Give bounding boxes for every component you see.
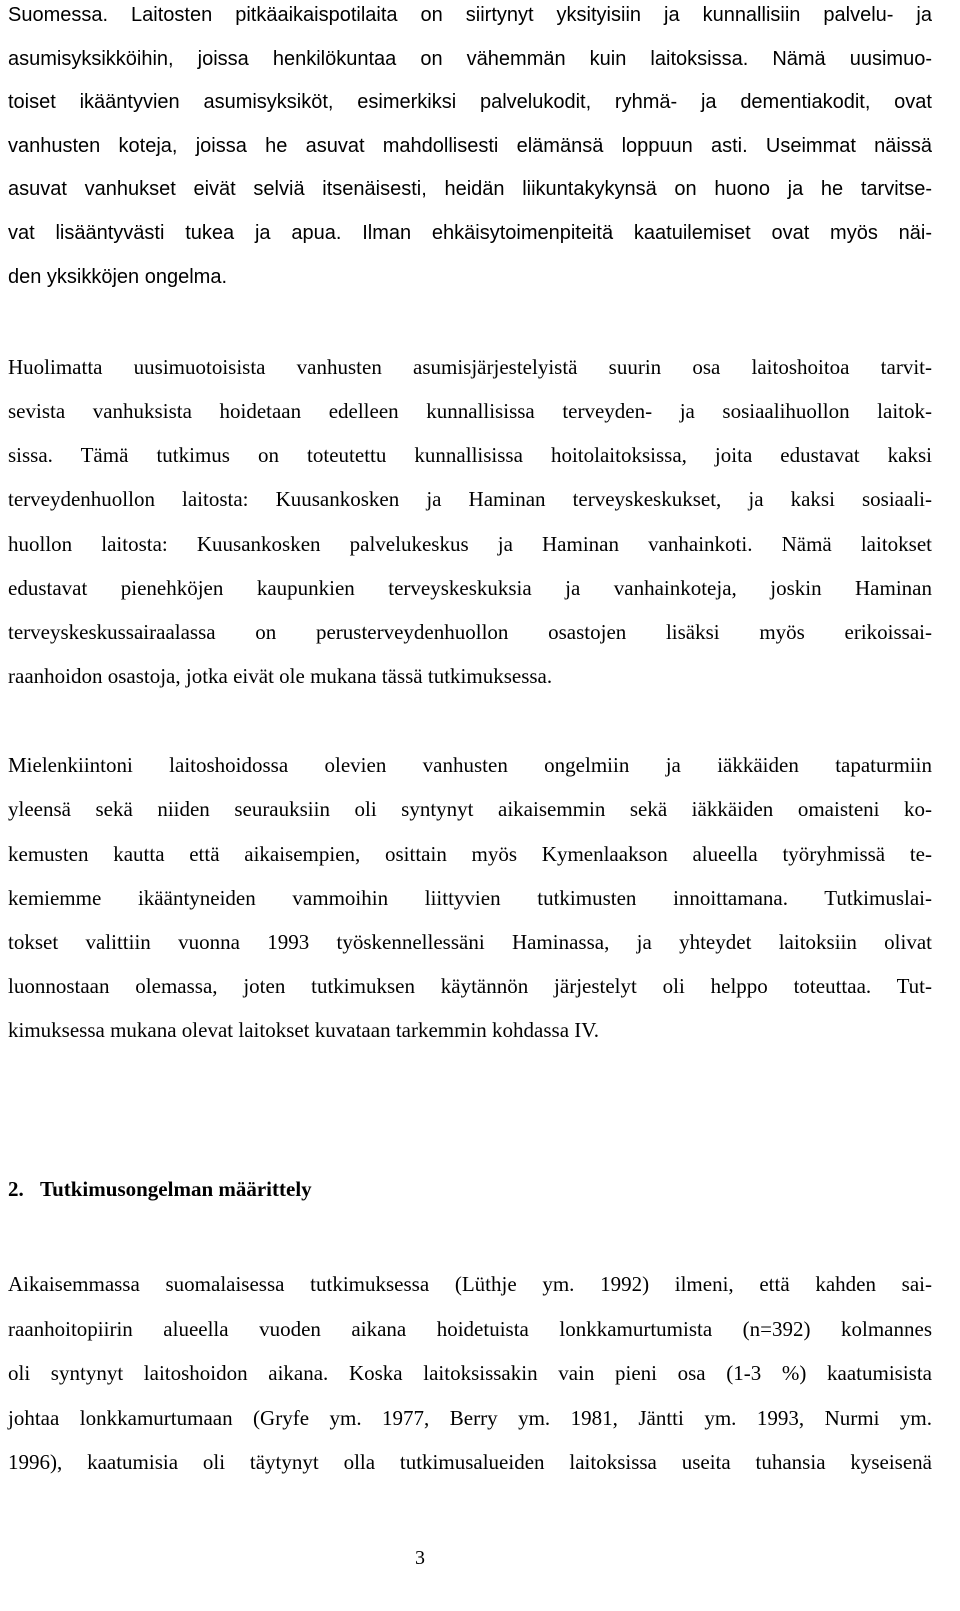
paragraph-line: sissa. Tämä tutkimus on toteutettu kunnallisissa hoitolaitoksissa, joita edustavat kaksi <box>8 443 932 467</box>
paragraph-line: kemusten kautta että aikaisempien, osittain myös Kymenlaakson alueella työryhmissä te- <box>8 842 932 866</box>
paragraph-line: 1996), kaatumisia oli täytynyt olla tutkimusalueiden laitoksissa useita tuhansia kyseisenä <box>8 1450 932 1474</box>
paragraph-line: tokset valittiin vuonna 1993 työskennellessäni Haminassa, ja yhteydet laitoksiin olivat <box>8 930 932 954</box>
paragraph-line: terveyskeskussairaalassa on perusterveydenhuollon osastojen lisäksi myös erikoissai- <box>8 620 932 644</box>
paragraph-line: toiset ikääntyvien asumisyksiköt, esimerkiksi palvelukodit, ryhmä- ja dementiakodit, ovat <box>8 91 932 113</box>
paragraph-line: asumisyksikköihin, joissa henkilökuntaa on vähemmän kuin laitoksissa. Nämä uusimuo- <box>8 48 932 70</box>
paragraph-line: vat lisääntyvästi tukea ja apua. Ilman ehkäisytoimenpiteitä kaatuilemiset ovat myös näi- <box>8 222 932 244</box>
paragraph-line: huollon laitosta: Kuusankosken palvelukeskus ja Haminan vanhainkoti. Nämä laitokset <box>8 532 932 556</box>
paragraph-line: oli syntynyt laitoshoidon aikana. Koska laitoksissakin vain pieni osa (1-3 %) kaatumisista <box>8 1361 932 1385</box>
paragraph-line: yleensä sekä niiden seurauksiin oli syntynyt aikaisemmin sekä iäkkäiden omaisteni ko- <box>8 797 932 821</box>
page-number: 3 <box>415 1547 425 1569</box>
paragraph-line: sevista vanhuksista hoidetaan edelleen kunnallisissa terveyden- ja sosiaalihuollon laitok- <box>8 399 932 423</box>
paragraph-line: Mielenkiintoni laitoshoidossa olevien vanhusten ongelmiin ja iäkkäiden tapaturmiin <box>8 753 932 777</box>
paragraph-line: raanhoidon osastoja, jotka eivät ole mukana tässä tutkimuksessa. <box>8 664 553 688</box>
paragraph-line: terveydenhuollon laitosta: Kuusankosken ja Haminan terveyskeskukset, ja kaksi sosiaali- <box>8 487 932 511</box>
paragraph-line: raanhoitopiirin alueella vuoden aikana hoidetuista lonkkamurtumista (n=392) kolmannes <box>8 1317 932 1341</box>
paragraph-line: kimuksessa mukana olevat laitokset kuvataan tarkemmin kohdassa IV. <box>8 1018 599 1042</box>
paragraph-line: asuvat vanhukset eivät selviä itsenäisesti, heidän liikuntakykynsä on huono ja he tarvitse- <box>8 178 932 200</box>
paragraph-line: luonnostaan olemassa, joten tutkimuksen käytännön järjestelyt oli helppo toteuttaa. Tut- <box>8 974 932 998</box>
paragraph-line: kemiemme ikääntyneiden vammoihin liittyvien tutkimusten innoittamana. Tutkimuslai- <box>8 886 932 910</box>
section-number: 2. <box>8 1177 24 1201</box>
paragraph-line: johtaa lonkkamurtumaan (Gryfe ym. 1977, Berry ym. 1981, Jäntti ym. 1993, Nurmi ym. <box>8 1406 932 1430</box>
paragraph-line: den yksikköjen ongelma. <box>8 266 228 288</box>
paragraph-line: vanhusten koteja, joissa he asuvat mahdollisesti elämänsä loppuun asti. Useimmat näissä <box>8 135 932 157</box>
paragraph-line: edustavat pienehköjen kaupunkien terveyskeskuksia ja vanhainkoteja, joskin Haminan <box>8 576 932 600</box>
section-heading <box>8 1176 312 1202</box>
paragraph-line: Suomessa. Laitosten pitkäaikaispotilaita on siirtynyt yksityisiin ja kunnallisiin palvelu- ja <box>8 4 932 26</box>
paragraph-line: Huolimatta uusimuotoisista vanhusten asumisjärjestelyistä suurin osa laitoshoitoa tarvit- <box>8 355 932 379</box>
section-title: Tutkimusongelman määrittely <box>40 1177 312 1201</box>
paragraph-line: Aikaisemmassa suomalaisessa tutkimuksessa (Lüthje ym. 1992) ilmeni, että kahden sai- <box>8 1272 932 1296</box>
